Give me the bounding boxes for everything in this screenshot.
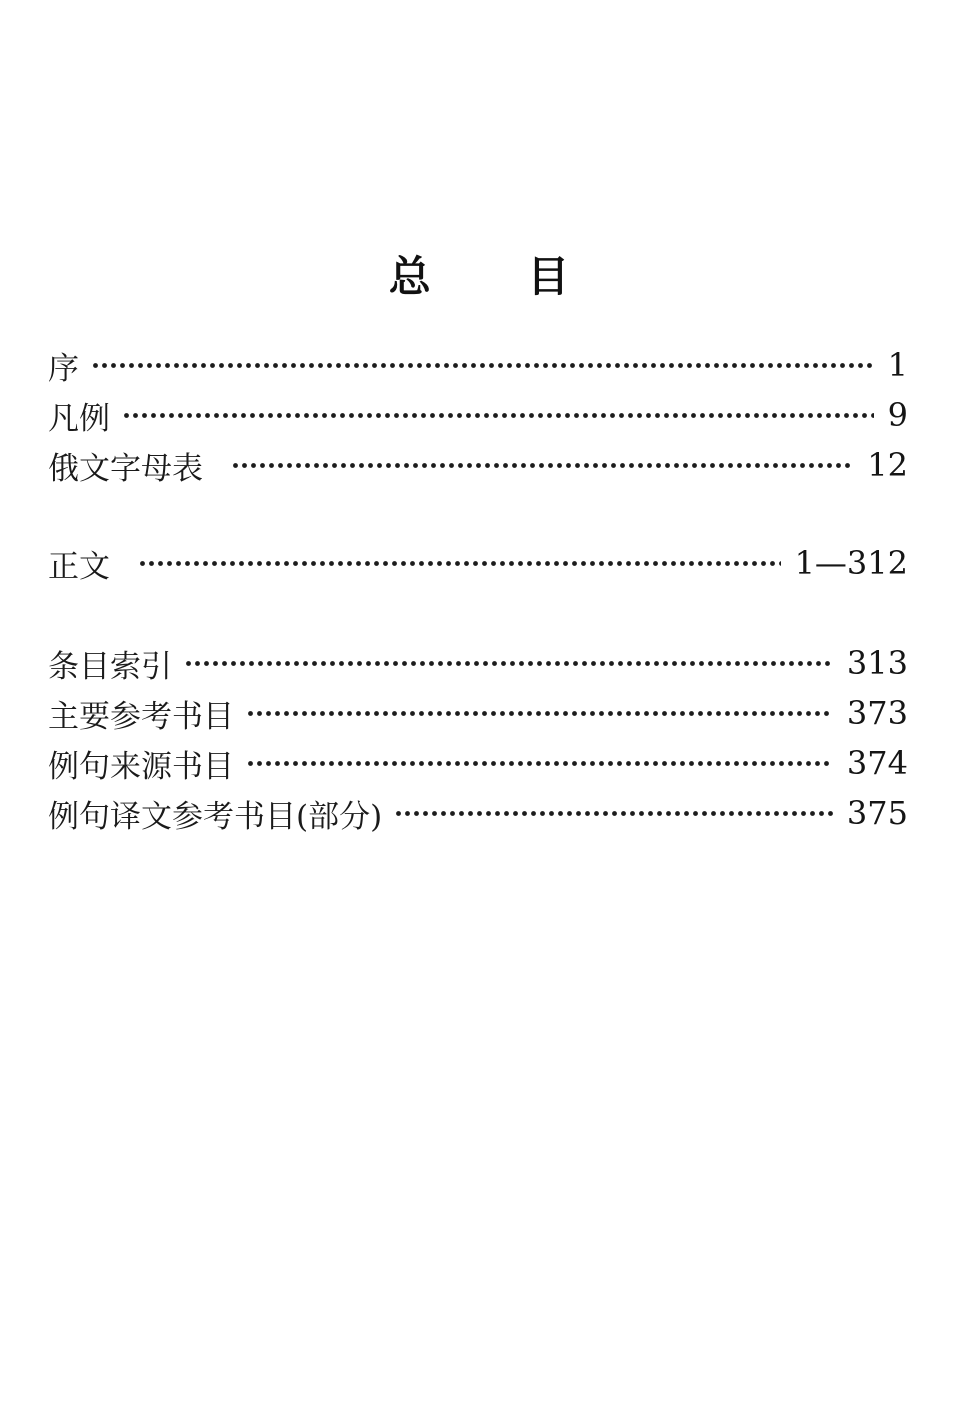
toc-entry-main-references: [48, 688, 908, 738]
toc-entry-label: 凡例: [48, 400, 110, 437]
toc-entry-page-number: 374: [846, 744, 908, 782]
dot-leader: [246, 738, 833, 788]
toc-entry-entry-index: [48, 638, 908, 688]
toc-entry-example-translations: [48, 788, 908, 838]
toc-entry-page-number: 1: [887, 346, 908, 384]
toc-entry-russian-alphabet: [48, 440, 908, 490]
toc-entry-main-text: [48, 538, 908, 588]
dot-leader: [122, 390, 874, 440]
toc-entry-page-number: 313: [846, 644, 908, 682]
toc-section-main: [48, 538, 908, 588]
toc-entry-page-number: 375: [846, 794, 908, 832]
dot-leader: [394, 788, 833, 838]
toc-entry-page-number: 9: [887, 396, 908, 434]
toc-entry-label: 例句来源书目: [48, 748, 234, 785]
toc-section-back: [48, 638, 908, 838]
toc-entry-label: 主要参考书目: [48, 698, 234, 735]
toc-entry-page-number: 1—312: [794, 544, 908, 582]
toc-entry-page-number: 12: [867, 446, 908, 484]
dot-leader: [91, 340, 874, 390]
toc-entry-label: 例句译文参考书目(部分): [48, 798, 383, 835]
dot-leader: [246, 688, 833, 738]
toc-section-front: [48, 340, 908, 490]
toc-entry-preface: [48, 340, 908, 390]
toc-entry-label: 俄文字母表: [48, 450, 203, 487]
toc-entry-label: 条目索引: [48, 648, 172, 685]
toc-entry-example-sources: [48, 738, 908, 788]
toc-entry-label: 正文: [48, 548, 110, 585]
dot-leader: [231, 440, 853, 490]
dot-leader: [138, 538, 781, 588]
table-of-contents: [48, 340, 908, 838]
dot-leader: [184, 638, 833, 688]
toc-entry-label: 序: [48, 350, 79, 387]
toc-entry-page-number: 373: [846, 694, 908, 732]
toc-entry-guide: [48, 390, 908, 440]
page-title: 总 目: [388, 252, 572, 301]
